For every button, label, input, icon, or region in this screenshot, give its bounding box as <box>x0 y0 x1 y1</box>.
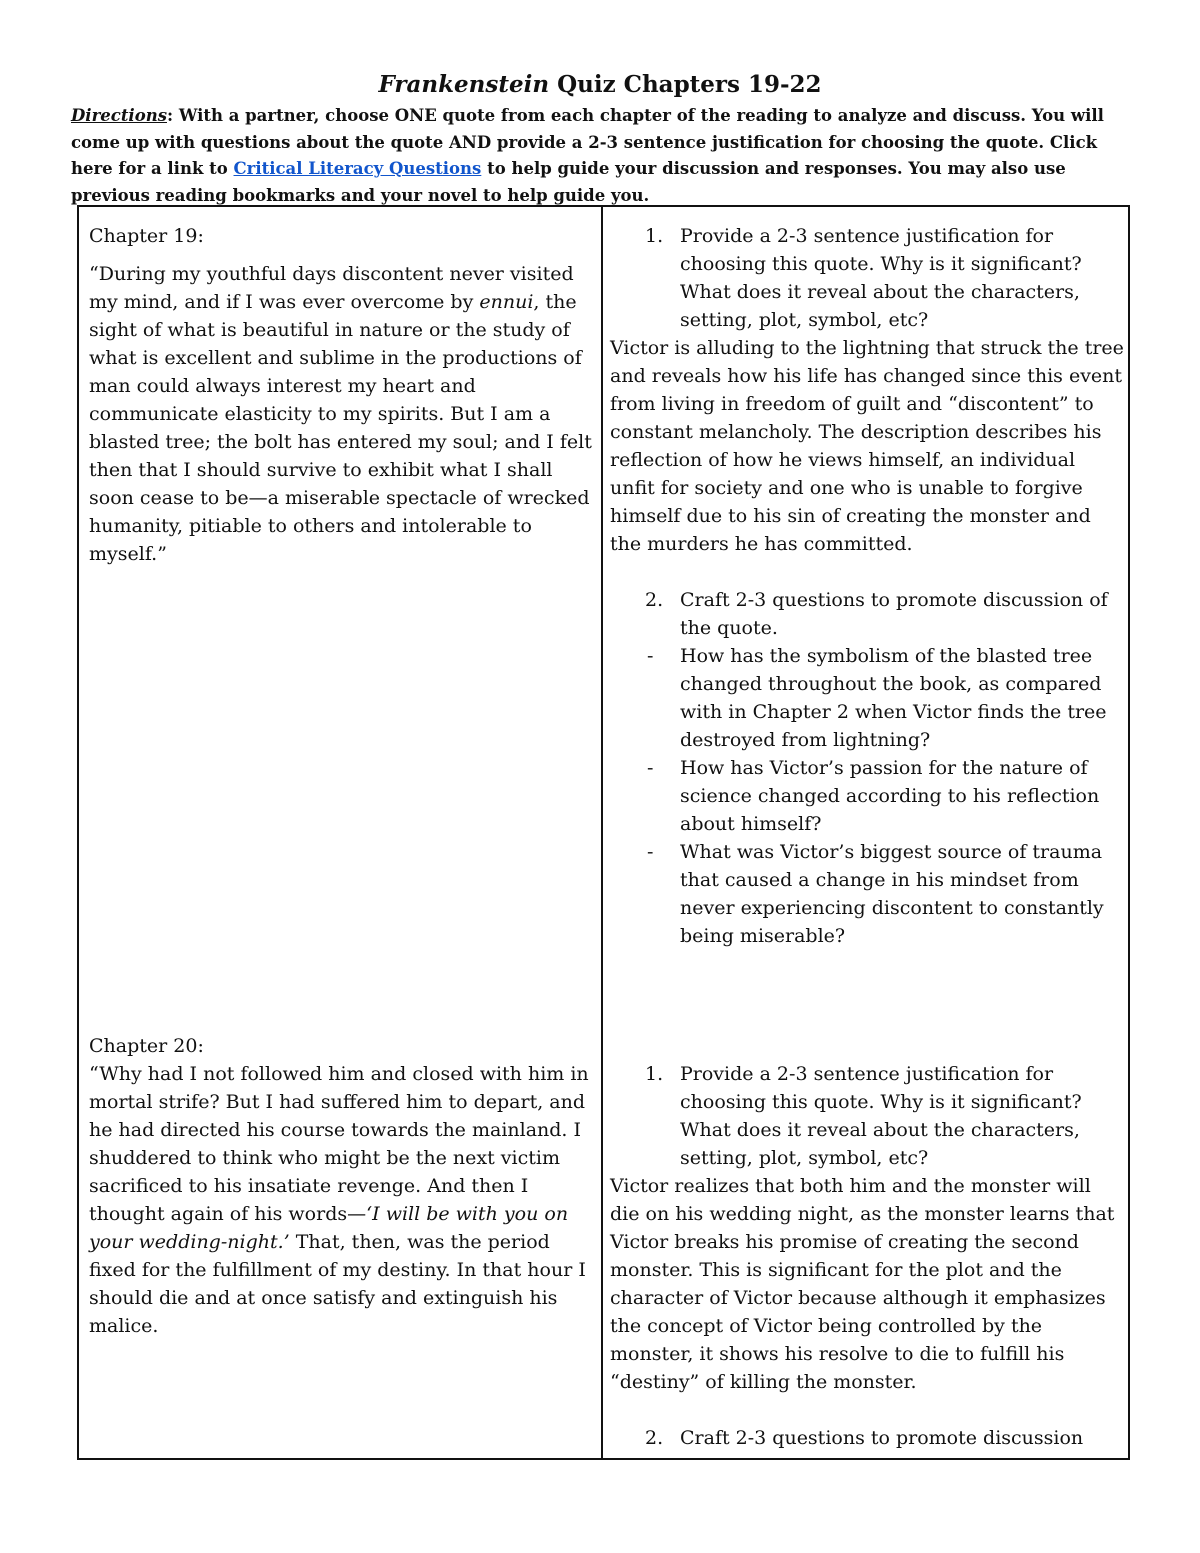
chapter19-prompt1-text: Provide a 2-3 sentence justification for choosing this quote. Why is it significant? What does it reveal about the characters, setting, plot, symbol, etc? <box>680 225 1082 331</box>
chapter19-prompt2-num: 2. <box>645 589 664 611</box>
chapter20-prompt2 <box>610 1424 1125 1452</box>
directions-label: Directions <box>71 106 167 125</box>
chapter19-quote-part2: , the sight of what is beautiful in nature or the study of what is excellent and sublime in the productions of man could always interest my heart and communicate elasticity to my spirits. But I am a blasted tree; the bolt has entered my soul; and I felt then that I should survive to exhibit what I shall soon cease to be—a miserable spectacle of wrecked humanity, pitiable to others and intolerable to myself.” <box>89 291 592 565</box>
chapter20-heading: Chapter 20: <box>89 1035 204 1057</box>
chapter19-answer1: Victor is alluding to the lightning that struck the tree and reveals how his life has changed since this event from living in freedom of guilt and “discontent” to constant melancholy. The description describes his reflection of how he views himself, an individual unfit for society and one who is unable to forgive himself due to his sin of creating the monster and the murders he has committed. <box>610 337 1124 555</box>
chapter20-prompt2-num: 2. <box>645 1427 664 1449</box>
chapter20-response-cell <box>610 1060 1125 1452</box>
chapter19-heading: Chapter 19: <box>89 225 204 247</box>
chapter19-prompt2-text: Craft 2-3 questions to promote discussion of the quote. <box>680 589 1108 639</box>
directions <box>71 103 1131 209</box>
column-divider <box>601 207 603 1458</box>
chapter19-quote-part1: “During my youthful days discontent never visited my mind, and if I was ever overcome by <box>89 263 574 313</box>
dash-marker: - <box>647 645 654 667</box>
chapter19-prompt2 <box>610 586 1125 642</box>
discussion-question <box>610 838 1125 950</box>
title-rest: Quiz Chapters 19-22 <box>549 71 822 98</box>
chapter19-prompt1-num: 1. <box>645 225 664 247</box>
quote-table <box>77 205 1130 1460</box>
chapter20-quote <box>89 1060 595 1340</box>
directions-text-after: to help guide your discussion and responses. You may also use previous reading bookmarks and your novel to help guide you. <box>71 159 1066 205</box>
discussion-question-text: How has Victor’s passion for the nature of science changed according to his reflection about himself? <box>680 757 1100 835</box>
discussion-question <box>610 754 1125 838</box>
discussion-question <box>610 642 1125 754</box>
chapter19-prompt1 <box>610 222 1125 334</box>
chapter20-quote-part2: That, then, was the period fixed for the fulfillment of my destiny. In that hour I should die and at once satisfy and extinguish his malice. <box>89 1231 586 1337</box>
chapter20-quote-cell <box>89 1032 595 1340</box>
chapter20-prompt1-num: 1. <box>645 1063 664 1085</box>
chapter20-prompt1-text: Provide a 2-3 sentence justification for choosing this quote. Why is it significant? What does it reveal about the characters, setting, plot, symbol, etc? <box>680 1063 1082 1169</box>
dash-marker: - <box>647 841 654 863</box>
chapter20-quote-part1: “Why had I not followed him and closed with him in mortal strife? But I had suffered him to depart, and he had directed his course towards the mainland. I shuddered to think who might be the next victim sacrificed to his insatiate revenge. And then I thought again of his words— <box>89 1063 589 1225</box>
chapter20-quote-italic: ‘I will be with you on your wedding-night.’ <box>89 1203 569 1253</box>
chapter20-prompt1 <box>610 1060 1125 1172</box>
chapter20-answer1: Victor realizes that both him and the monster will die on his wedding night, as the monster learns that Victor breaks his promise of creating the second monster. This is significant for the plot and the character of Victor because although it emphasizes the concept of Victor being controlled by the monster, it shows his resolve to die to fulfill his “destiny” of killing the monster. <box>610 1175 1115 1393</box>
critical-literacy-link[interactable]: Critical Literacy Questions <box>233 159 482 178</box>
title-italic: Frankenstein <box>378 71 550 98</box>
directions-colon: : <box>167 106 174 125</box>
discussion-question-text: What was Victor’s biggest source of trauma that caused a change in his mindset from never experiencing discontent to constantly being miserable? <box>680 841 1104 947</box>
chapter19-quote-italic: ennui <box>479 291 534 313</box>
dash-marker: - <box>647 757 654 779</box>
chapter19-response-cell <box>610 222 1125 950</box>
directions-text-before: With a partner, choose ONE quote from each chapter of the reading to analyze and discuss. You will come up with questions about the quote AND provide a 2-3 sentence justification for choosing the quote. Click here for a link to <box>71 106 1104 178</box>
chapter19-quote-cell <box>89 222 595 568</box>
chapter20-prompt2-text: Craft 2-3 questions to promote discussion <box>680 1427 1084 1449</box>
discussion-question-text: How has the symbolism of the blasted tree changed throughout the book, as compared with in Chapter 2 when Victor finds the tree destroyed from lightning? <box>680 645 1107 751</box>
chapter19-quote <box>89 260 595 568</box>
page-title <box>0 70 1200 100</box>
